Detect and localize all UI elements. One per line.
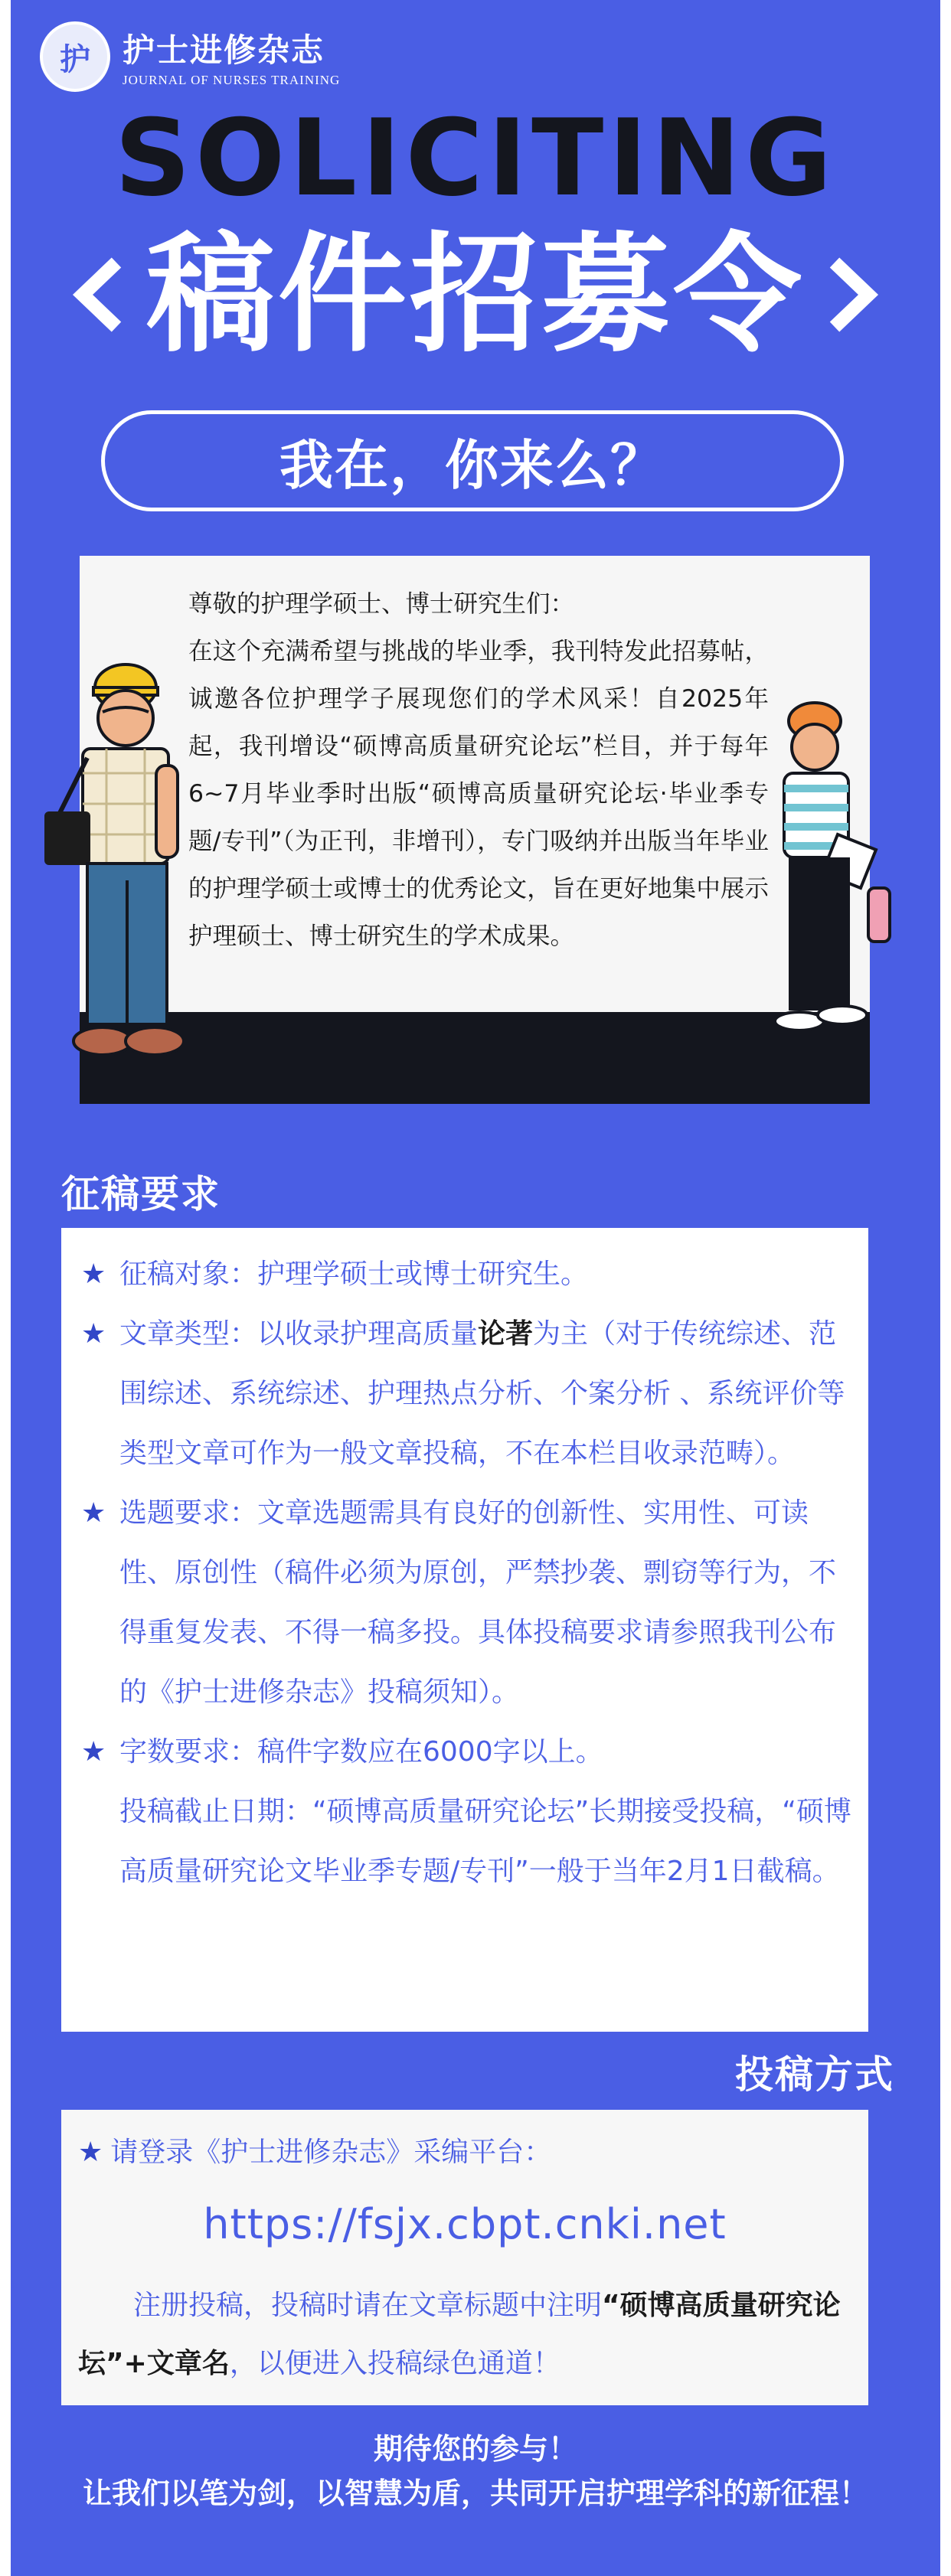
logo-en: JOURNAL OF NURSES TRAINING <box>123 73 341 87</box>
submission-note-emphasis: “硕博高质量研究论坛”+文章名 <box>78 2290 841 2379</box>
requirement-item <box>75 1304 856 1484</box>
star-icon: ★ <box>81 1497 106 1529</box>
logo-cn: 护士进修杂志 <box>123 31 325 69</box>
star-icon: ★ <box>81 1736 106 1768</box>
submission-url-link[interactable]: https://fsjx.cbpt.cnki.net <box>203 2200 727 2248</box>
deadline-text <box>75 1782 856 1902</box>
journal-logo <box>40 21 340 92</box>
title-row <box>11 220 940 370</box>
chevron-right-icon <box>813 256 890 333</box>
requirements-card <box>61 1228 868 2032</box>
requirement-text: 选题要求：文章选题需具有良好的创新性、实用性、可读性、原创性（稿件必须为原创，严禁抄袭、剽窃等行为，不得重复发表、不得一稿多投。具体投稿要求请参照我刊公布的《护士进修杂志》投稿须知）。 <box>119 1497 837 1708</box>
requirement-item <box>75 1484 856 1722</box>
submission-note <box>78 2277 851 2393</box>
intro-text <box>188 580 769 960</box>
star-icon: ★ <box>81 1318 106 1350</box>
submission-line: 请登录《护士进修杂志》采编平台： <box>110 2137 552 2168</box>
footer-line-2: 让我们以笔为剑，以智慧为盾，共同开启护理学科的新征程！ <box>82 2476 868 2510</box>
star-icon: ★ <box>81 1259 106 1290</box>
requirements-title: 征稿要求 <box>61 1172 221 1216</box>
submission-card <box>61 2110 868 2405</box>
star-icon: ★ <box>78 2137 103 2168</box>
intro-body: 在这个充满希望与挑战的毕业季，我刊特发此招募帖，诚邀各位护理学子展现您们的学术风采！自2025年起，我刊增设“硕博高质量研究论坛”栏目，并于每年6~7月毕业季时出版“硕博高质量研究论坛·毕业季专题/专刊”（为正刊，非增刊），专门吸纳并出版当年毕业的护理学硕士或博士的优秀论文，旨在更好地集中展示护理硕士、博士研究生的学术成果。 <box>188 638 769 950</box>
requirement-emphasis: 论著 <box>478 1318 534 1350</box>
footer-line-1: 期待您的参与！ <box>373 2432 577 2466</box>
poster <box>11 0 940 2576</box>
main-title: 稿件招募令 <box>146 220 805 370</box>
requirement-item <box>75 1245 856 1304</box>
requirement-text: 字数要求：稿件字数应在6000字以上。 <box>119 1736 603 1768</box>
logo-text <box>123 25 340 88</box>
logo-seal: 护 <box>40 21 110 92</box>
student-figure-right-illustration <box>746 697 899 1064</box>
requirements-list <box>75 1245 856 1902</box>
requirement-item <box>75 1722 856 1782</box>
tagline-pill: 我在，你来么？ <box>101 410 844 511</box>
submission-note-a: 注册投稿，投稿时请在文章标题中注明 <box>133 2290 603 2321</box>
student-figure-left-illustration <box>41 658 210 1072</box>
requirement-text: 为主（对于传统综述、范围综述、系统综述、护理热点分析、个案分析 、系统评价等类型文章可作为一般文章投稿，不在本栏目收录范畴）。 <box>119 1318 845 1469</box>
submission-note-b: ，以便进入投稿绿色通道！ <box>229 2348 560 2379</box>
intro-greeting: 尊敬的护理学硕士、博士研究生们： <box>188 590 575 618</box>
requirement-text: 征稿对象：护理学硕士或博士研究生。 <box>119 1259 589 1290</box>
requirement-text: 文章类型：以收录护理高质量 <box>119 1318 479 1350</box>
soliciting-heading: SOLICITING <box>114 96 837 220</box>
submission-instruction <box>78 2130 551 2176</box>
deadline-text-content: 投稿截止日期：“硕博高质量研究论坛”长期接受投稿，“硕博高质量研究论文毕业季专题/专刊”一般于当年2月1日截稿。 <box>119 1796 851 1887</box>
submission-title: 投稿方式 <box>735 2052 894 2097</box>
